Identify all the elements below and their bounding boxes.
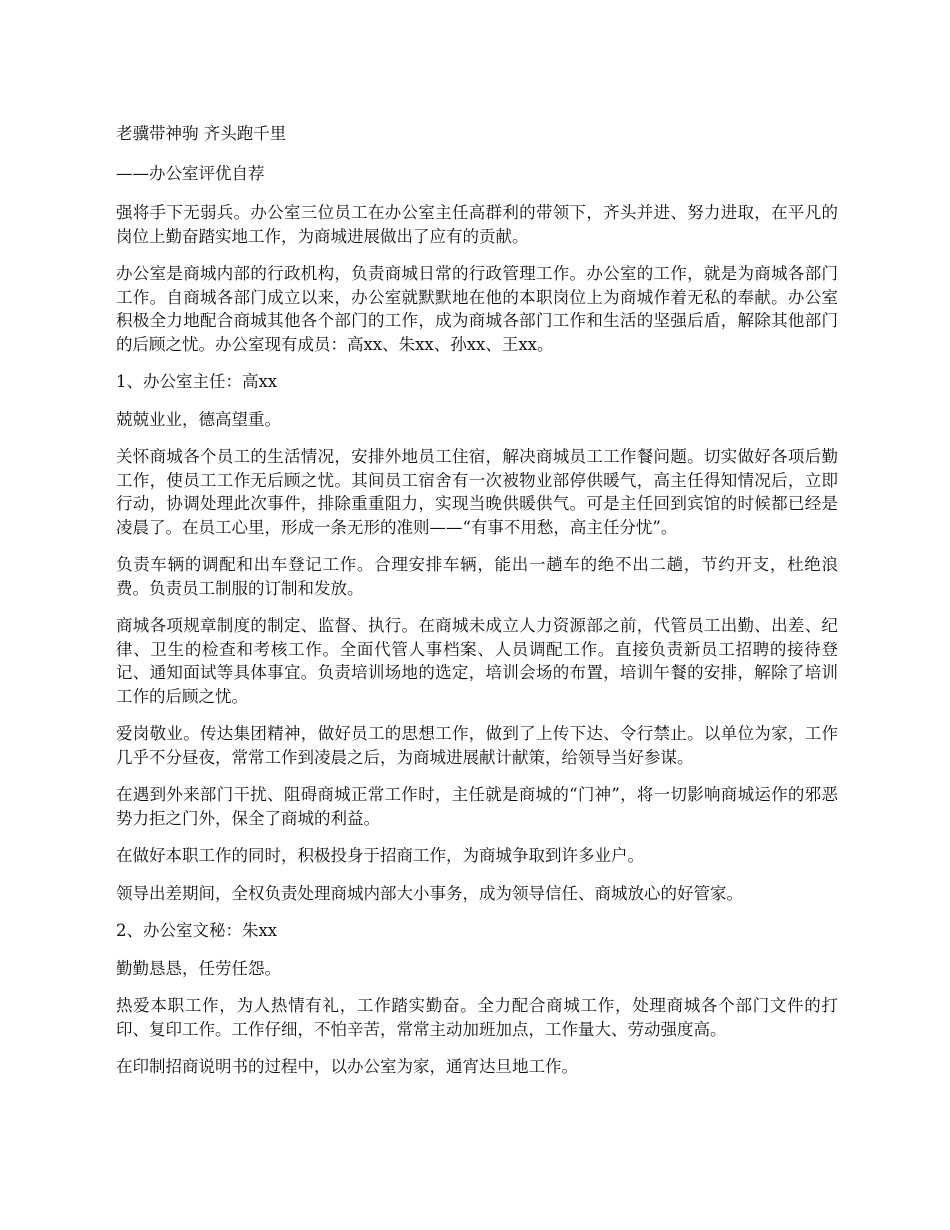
section-heading-secretary: 2、办公室文秘：朱xx <box>116 921 278 940</box>
paragraph-director-motto: 兢兢业业，德高望重。 <box>116 409 281 429</box>
paragraph-director-steward: 领导出差期间，全权负责处理商城内部大小事务，成为领导信任、商城放心的好管家。 <box>116 883 743 903</box>
paragraph-intro: 强将手下无弱兵。办公室三位员工在办公室主任高群利的带领下，齐头并进、努力进取，在平凡的岗位上勤奋踏实地工作，为商城进展做出了应有的贡献。 <box>116 203 838 246</box>
section-heading-director: 1、办公室主任：高xx <box>116 372 278 391</box>
paragraph-secretary-motto: 勤勤恳恳，任劳任怨。 <box>116 958 281 978</box>
paragraph-director-guardian: 在遇到外来部门干扰、阻碍商城正常工作时，主任就是商城的“门神”，将一切影响商城运作的邪恶势力拒之门外，保全了商城的利益。 <box>116 785 838 828</box>
paragraph-director-rules: 商城各项规章制度的制定、监督、执行。在商城未成立人力资源部之前，代管员工出勤、出差、纪律、卫生的检查和考核工作。全面代管人事档案、人员调配工作。直接负责新员工招聘的接待登记、通知面试等具体事宜。负责培训场地的选定，培训会场的布置，培训午餐的安排，解除了培训工作的后顾之忧。 <box>116 616 838 706</box>
paragraph-director-vehicles: 负责车辆的调配和出车登记工作。合理安排车辆，能出一趟车的绝不出二趟，节约开支，杜绝浪费。负责员工制服的订制和发放。 <box>116 555 838 598</box>
document-subtitle: ——办公室评优自荐 <box>116 163 265 183</box>
paragraph-director-care: 关怀商城各个员工的生活情况，安排外地员工住宿，解决商城员工工作餐问题。切实做好各项后勤工作，使员工工作无后顾之忧。其间员工宿舍有一次被物业部停供暖气，高主任得知情况后，立即行动，协调处理此次事件，排除重重阻力，实现当晚供暖供气。可是主任回到宾馆的时候都已经是凌晨了。在员工心里，形成一条无形的准则——“有事不用愁，高主任分忧”。 <box>116 447 838 537</box>
document-page <box>116 122 838 1093</box>
paragraph-office-overview: 办公室是商城内部的行政机构，负责商城日常的行政管理工作。办公室的工作，就是为商城各部门工作。自商城各部门成立以来，办公室就默默地在他的本职岗位上为商城作着无私的奉献。办公室积极全力地配合商城其他各个部门的工作，成为商城各部门工作和生活的坚强后盾，解除其他部门的后顾之忧。办公室现有成员：高xx、朱xx、孙xx、王xx。 <box>116 264 838 354</box>
paragraph-director-investment: 在做好本职工作的同时，积极投身于招商工作，为商城争取到许多业户。 <box>116 846 644 865</box>
paragraph-secretary-work: 热爱本职工作，为人热情有礼，工作踏实勤奋。全力配合商城工作，处理商城各个部门文件的打印、复印工作。工作仔细，不怕辛苦，常常主动加班加点，工作量大、劳动强度高。 <box>116 996 838 1039</box>
paragraph-secretary-printing: 在印制招商说明书的过程中，以办公室为家，通宵达旦地工作。 <box>116 1057 578 1076</box>
document-title: 老骥带神驹 齐头跑千里 <box>116 124 287 143</box>
paragraph-director-dedication: 爱岗敬业。传达集团精神，做好员工的思想工作，做到了上传下达、令行禁止。以单位为家，工作几乎不分昼夜，常常工作到凌晨之后，为商城进展献计献策，给领导当好参谋。 <box>116 724 838 767</box>
